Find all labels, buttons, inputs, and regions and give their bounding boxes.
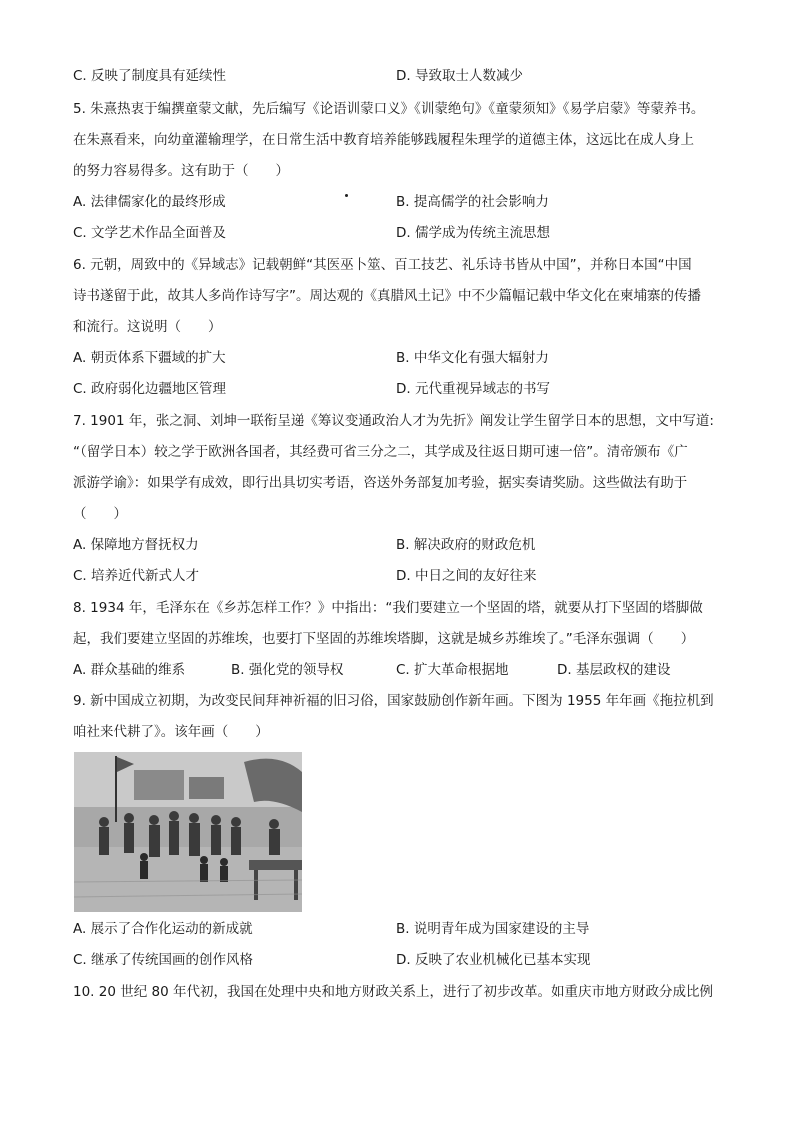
q6-option-c[interactable]: C. 政府弱化边疆地区管理	[73, 381, 227, 397]
q4-option-c[interactable]: C. 反映了制度具有延续性	[73, 68, 227, 84]
q6-stem-line-1: 6. 元朝，周致中的《异域志》记载朝鲜“其医巫卜筮、百工技艺、礼乐诗书皆从中国”，并称日本国“中国	[73, 257, 692, 273]
q8-option-b[interactable]: B. 强化党的领导权	[231, 662, 344, 678]
q8-stem-line-2: 起，我们要建立坚固的苏维埃，也要打下坚固的苏维埃塔脚，这就是城乡苏维埃了。”毛泽东强调（ ）	[73, 631, 695, 647]
q6-option-b[interactable]: B. 中华文化有强大辐射力	[396, 350, 549, 366]
q7-stem-line-2: “（留学日本）较之学于欧洲各国者，其经费可省三分之二，其学成及往返日期可速一倍”。清帝颁布《广	[73, 444, 688, 460]
q7-option-d[interactable]: D. 中日之间的友好往来	[396, 568, 537, 584]
q9-option-a[interactable]: A. 展示了合作化运动的新成就	[73, 921, 253, 937]
q7-option-c[interactable]: C. 培养近代新式人才	[73, 568, 200, 584]
q7-option-b[interactable]: B. 解决政府的财政危机	[396, 537, 536, 553]
q8-stem-line-1: 8. 1934 年，毛泽东在《乡苏怎样工作？》中指出：“我们要建立一个坚固的塔，就要从打下坚固的塔脚做	[73, 600, 703, 616]
q9-option-c[interactable]: C. 继承了传统国画的创作风格	[73, 952, 254, 968]
q7-stem-line-1: 7. 1901 年，张之洞、刘坤一联衔呈递《筹议变通政治人才为先折》阐发让学生留学日本的思想，文中写道:	[73, 413, 714, 429]
q7-option-a[interactable]: A. 保障地方督抚权力	[73, 537, 199, 553]
q5-stem-line-1: 5. 朱熹热衷于编撰童蒙文献，先后编写《论语训蒙口义》《训蒙绝句》《童蒙须知》《易学启蒙》等蒙养书。	[73, 101, 705, 117]
q6-option-d[interactable]: D. 元代重视异域志的书写	[396, 381, 550, 397]
q8-option-a[interactable]: A. 群众基础的维系	[73, 662, 186, 678]
q10-stem-line-1: 10. 20 世纪 80 年代初，我国在处理中央和地方财政关系上，进行了初步改革。如重庆市地方财政分成比例	[73, 984, 713, 1000]
q5-option-d[interactable]: D. 儒学成为传统主流思想	[396, 225, 550, 241]
new-year-painting-image	[74, 752, 302, 912]
q6-stem-line-3: 和流行。这说明（ ）	[73, 319, 222, 335]
painting-illustration	[74, 752, 302, 912]
q9-option-b[interactable]: B. 说明青年成为国家建设的主导	[396, 921, 590, 937]
q5-stem-line-2: 在朱熹看来，向幼童灌输理学，在日常生活中教育培养能够践履程朱理学的道德主体，这远比在成人身上	[73, 132, 694, 148]
q8-option-c[interactable]: C. 扩大革命根据地	[396, 662, 509, 678]
q9-stem-line-2: 咱社来代耕了》。该年画（ ）	[73, 724, 269, 740]
q5-option-c[interactable]: C. 文学艺术作品全面普及	[73, 225, 227, 241]
q4-option-d[interactable]: D. 导致取士人数减少	[396, 68, 523, 84]
q6-option-a[interactable]: A. 朝贡体系下疆域的扩大	[73, 350, 226, 366]
q9-option-d[interactable]: D. 反映了农业机械化已基本实现	[396, 952, 591, 968]
q5-option-a[interactable]: A. 法律儒家化的最终形成	[73, 194, 226, 210]
q7-stem-line-3: 派游学谕》：如果学有成效，即行出具切实考语，咨送外务部复加考验，据实奏请奖励。这些做法有助于	[73, 475, 688, 491]
stray-dot	[345, 194, 348, 197]
q5-stem-line-3: 的努力容易得多。这有助于（ ）	[73, 163, 289, 179]
q6-stem-line-2: 诗书遂留于此，故其人多尚作诗写字”。周达观的《真腊风土记》中不少篇幅记载中华文化在柬埔寨的传播	[73, 288, 701, 304]
q8-option-d[interactable]: D. 基层政权的建设	[557, 662, 671, 678]
q7-stem-line-4: （ ）	[73, 506, 127, 522]
q9-stem-line-1: 9. 新中国成立初期，为改变民间拜神祈福的旧习俗，国家鼓励创作新年画。下图为 1955 年年画《拖拉机到	[73, 693, 714, 709]
q5-option-b[interactable]: B. 提高儒学的社会影响力	[396, 194, 549, 210]
